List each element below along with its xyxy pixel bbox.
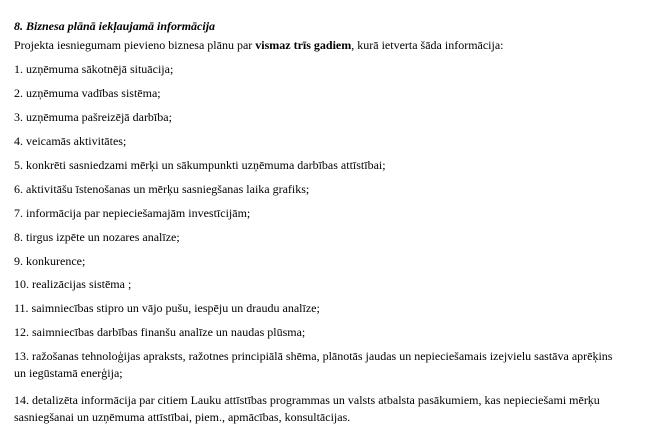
intro-text-before: Projekta iesniegumam pievieno biznesa plānu par [14,38,256,52]
list-item-5: 5. konkrēti sasniedzami mērķi un sākumpunkti uzņēmuma darbības attīstībai; [14,158,386,172]
list-item-1: 1. uzņēmuma sākotnējā situācija; [14,62,174,76]
list-item-6: 6. aktivitāšu īstenošanas un mērķu sasniegšanas laika grafiks; [14,182,310,196]
list-item-11: 11. saimniecības stipro un vājo pušu, iespēju un draudu analīze; [14,301,320,315]
section-heading: 8. Biznesa plānā iekļaujamā informācija [14,19,216,33]
list-item-12: 12. saimniecības darbības finanšu analīze un naudas plūsma; [14,325,306,339]
intro-text-bold: vismaz trīs gadiem [255,38,352,52]
list-item-4: 4. veicamās aktivitātes; [14,134,127,148]
list-item-3: 3. uzņēmuma pašreizējā darbība; [14,110,172,124]
list-item-10: 10. realizācijas sistēma ; [14,277,132,291]
list-item-14: 14. detalizēta informācija par citiem Lauku attīstības programmas un valsts atbalsta pasākumiem, kas nepieciešami mērķu sasniegšanai un uzņēmuma attīstībai, piem., apmācības, konsultācijas. [14,393,600,424]
list-item-8: 8. tirgus izpēte un nozares analīze; [14,230,180,244]
list-item-13: 13. ražošanas tehnoloģijas apraksts, ražotnes principiālā shēma, plānotās jaudas un nepieciešamais izejvielu sastāva aprēķins un iegūstamā enerģija; [14,349,613,380]
list-item-7: 7. informācija par nepieciešamajām investīcijām; [14,206,251,220]
list-item-2: 2. uzņēmuma vadības sistēma; [14,86,161,100]
list-item-9: 9. konkurence; [14,254,86,268]
intro-paragraph [14,38,504,52]
intro-text-after: , kurā ietverta šāda informācija: [351,38,504,52]
